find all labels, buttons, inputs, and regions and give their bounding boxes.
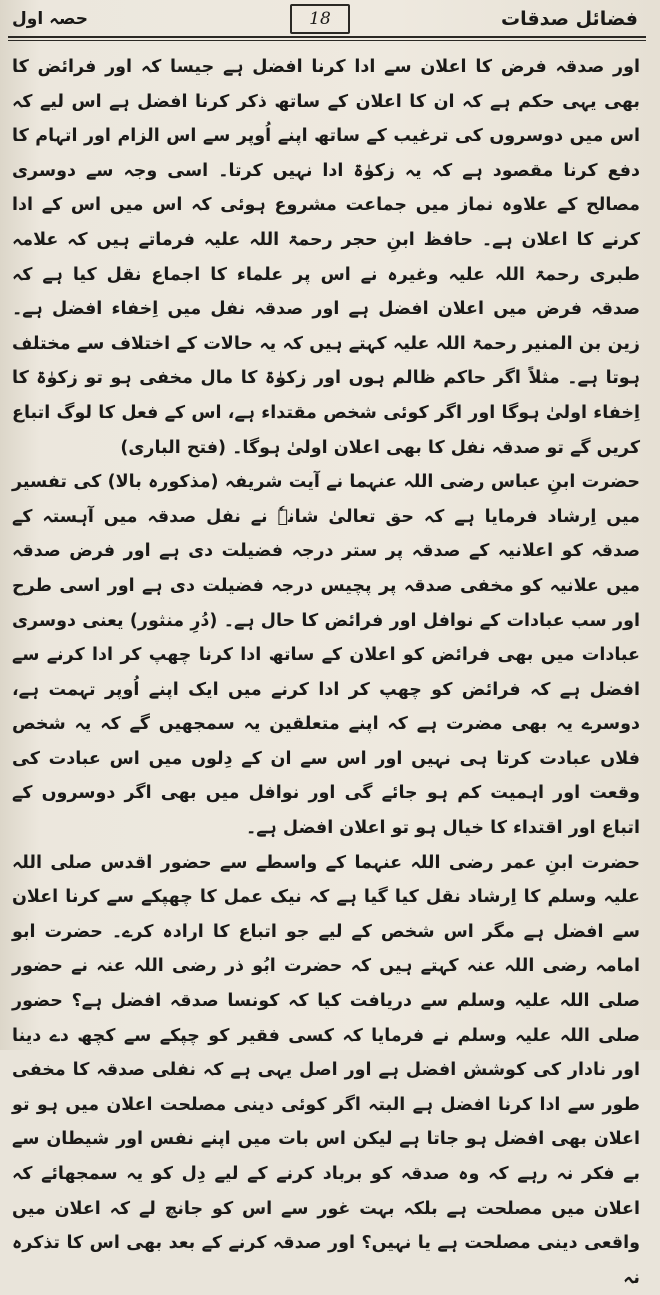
header-rule — [8, 36, 646, 41]
page-header — [8, 0, 646, 42]
page-number: 18 — [290, 4, 350, 34]
paragraph-3: حضرت ابنِ عمر رضی اللہ عنہما کے واسطے سے حضور اقدس صلی اللہ علیہ وسلم کا اِرشاد نقل کیا گیا ہے کہ نیک عمل کا چھپکے سے کرنا اعلان سے افضل ہے مگر اس شخص کے لیے جو اتباع کا ارادہ کرے۔ حضرت ابو امامہ رضی اللہ عنہ کہتے ہیں کہ حضرت ابُو ذر رضی اللہ عنہ نے حضور صلی اللہ علیہ وسلم سے دریافت کیا کہ کونسا صدقہ افضل ہے؟ حضور صلی اللہ علیہ وسلم نے فرمایا کہ کسی فقیر کو چپکے سے کچھ دے دینا اور نادار کی کوشش افضل ہے اور اصل یہی ہے کہ نفلی صدقہ کا مخفی طور سے ادا کرنا افضل ہے البتہ اگر کوئی دینی مصلحت اعلان میں ہو تو اعلان بھی افضل ہو جاتا ہے لیکن اس بات میں اپنے نفس اور شیطان سے بے فکر نہ رہے کہ وہ صدقہ کو برباد کرنے کے لیے دِل کو یہ سمجھائے کہ اعلان میں مصلحت ہے بلکہ بہت غور سے اس کو جانچ لے کہ اعلان میں واقعی دینی مصلحت ہے یا نہیں؟ اور صدقہ کرنے کے بعد بھی اس کا تذکرہ نہ — [12, 852, 640, 1288]
page-body — [8, 42, 646, 1295]
book-title: فضائل صدقات — [500, 8, 638, 30]
paragraph-2: حضرت ابنِ عباس رضی اللہ عنہما نے آیت شریفہ (مذکورہ بالا) کی تفسیر میں اِرشاد فرمایا ہے کہ حق تعالیٰ شانہٗ نے نفل صدقہ میں آہستہ کے صدقہ کو اعلانیہ کے صدقہ پر ستر درجہ فضیلت دی ہے اور فرض صدقہ میں علانیہ کو مخفی صدقہ پر پچیس درجہ فضیلت دی ہے اور اسی طرح اور سب عبادات کے نوافل اور فرائض کا حال ہے۔ (دُرِ منثور) یعنی دوسری عبادات میں بھی فرائض کو اعلان کے ساتھ ادا کرنا چھپ کر ادا کرنے سے افضل ہے کہ فرائض کو چھپ کر ادا کرنے میں ایک اپنے اُوپر تہمت ہے، دوسرے یہ بھی مضرت ہے کہ اپنے متعلقین یہ سمجھیں گے کہ یہ شخص فلاں عبادت کرتا ہی نہیں اور اس سے ان کے دِلوں میں اس عبادت کی وقعت اور اہمیت کم ہو جائے گی اور نوافل میں بھی اگر دوسروں کے اتباع اور اقتداء کا خیال ہو تو اعلان افضل ہے۔ — [12, 472, 640, 839]
paragraph-1: اور صدقہ فرض کا اعلان سے ادا کرنا افضل ہے جیسا کہ اور فرائض کا بھی یہی حکم ہے کہ ان کا اعلان کے ساتھ ذکر کرنا افضل ہے اس لیے کہ اس میں دوسروں کی ترغیب کے ساتھ اپنے اُوپر سے اس الزام اور اتہام کا دفع کرنا مقصود ہے کہ یہ زکوٰۃ ادا نہیں کرتا۔ اسی وجہ سے دوسری مصالح کے علاوہ نماز میں جماعت مشروع ہوئی کہ اس میں اس کے ادا کرنے کا اعلان ہے۔ حافظ ابنِ حجر رحمۃ اللہ علیہ فرماتے ہیں کہ علامہ طبری رحمۃ اللہ علیہ وغیرہ نے اس پر علماء کا اجماع نقل کیا ہے کہ صدقہ فرض میں اعلان افضل ہے اور صدقہ نفل میں اِخفاء افضل ہے۔ زین بن المنیر رحمۃ اللہ علیہ کہتے ہیں کہ یہ حالات کے اختلاف سے مختلف ہوتا ہے۔ مثلاً اگر حاکم ظالم ہوں اور زکوٰۃ کا مال مخفی ہو تو زکوٰۃ کا اِخفاء اولیٰ ہوگا اور اگر کوئی شخص مقتداء ہے، اس کے فعل کا لوگ اتباع کریں گے تو صدقہ نفل کا بھی اعلان اولیٰ ہوگا۔ (فتح الباری) — [12, 57, 640, 458]
part-label: حصہ اول — [12, 9, 89, 29]
